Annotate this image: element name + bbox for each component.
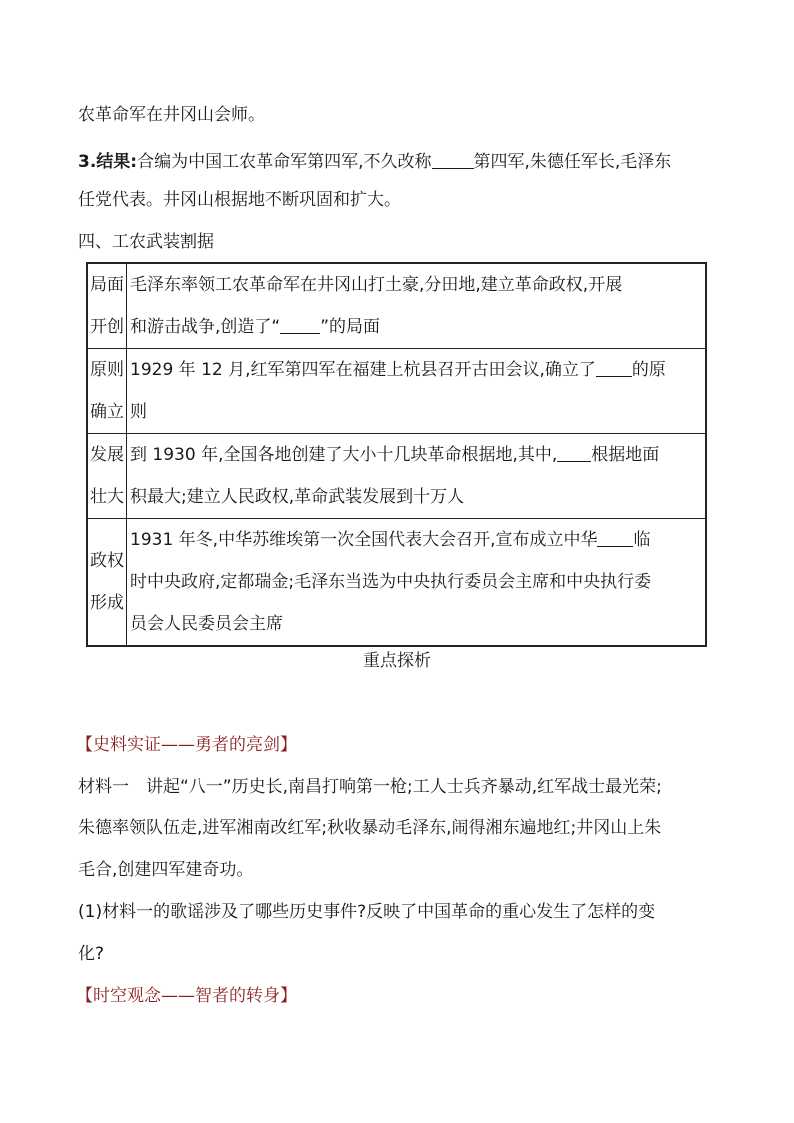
fill-blank[interactable]	[432, 151, 474, 169]
row-key-line: 政权	[90, 551, 124, 571]
row-key	[87, 519, 127, 647]
table-row	[87, 434, 706, 519]
row-value	[127, 349, 707, 434]
row-value-line: 则	[130, 402, 147, 422]
row-key-line: 确立	[90, 402, 124, 422]
fill-blank[interactable]	[280, 316, 320, 334]
row-text: 根据地面	[591, 445, 660, 465]
row-key-line: 发展	[90, 445, 124, 465]
row-key-line: 开创	[90, 317, 124, 337]
result-text-a: 合编为中国工农革命军第四军,不久改称	[137, 152, 432, 172]
result-text-b: 第四军,朱德任军长,毛泽东	[473, 152, 672, 172]
question-line: (1)材料一的歌谣涉及了哪些历史事件?反映了中国革命的重心发生了怎样的变	[78, 902, 656, 922]
row-value	[127, 434, 707, 519]
row-value-line	[130, 519, 705, 561]
row-key-line: 壮大	[90, 487, 124, 507]
row-value-line	[130, 434, 705, 476]
result-line-2: 任党代表。井冈山根据地不断巩固和扩大。	[78, 190, 401, 210]
row-key-line: 形成	[90, 593, 124, 613]
row-value	[127, 263, 707, 349]
material-line: 毛合,创建四军建奇功。	[78, 860, 254, 880]
row-text: 的原	[631, 360, 666, 380]
intro-line-1: 农革命军在井冈山会师。	[78, 105, 265, 125]
spacetime-heading: 【时空观念——智者的转身】	[76, 986, 297, 1006]
row-text: 和游击战争,创造了“	[130, 317, 281, 337]
row-value-line	[130, 306, 705, 348]
row-value-line	[130, 349, 705, 391]
row-key	[87, 263, 127, 349]
material-line: 朱德率领队伍走,进军湘南改红军;秋收暴动毛泽东,闹得湘东遍地红;井冈山上朱	[78, 818, 662, 838]
row-key-line: 原则	[90, 360, 124, 380]
row-text: 到 1930 年,全国各地创建了大小十几块革命根据地,其中,	[130, 445, 558, 465]
section-heading: 四、工农武装割据	[78, 232, 214, 252]
question-line: 化?	[78, 944, 105, 964]
result-label: 3.结果:	[78, 152, 138, 172]
fill-blank[interactable]	[597, 529, 633, 547]
content-table	[86, 262, 707, 647]
fill-blank[interactable]	[596, 359, 632, 377]
focus-title: 重点探析	[363, 651, 431, 671]
row-text: ”的局面	[320, 317, 381, 337]
row-key	[87, 434, 127, 519]
row-value-line: 员会人民委员会主席	[130, 614, 283, 634]
row-text: 临	[633, 530, 651, 550]
evidence-heading: 【史料实证——勇者的亮剑】	[76, 735, 297, 755]
table-row	[87, 519, 706, 647]
fill-blank[interactable]	[557, 444, 591, 462]
row-key-line: 局面	[90, 275, 124, 295]
row-text: 1929 年 12 月,红军第四军在福建上杭县召开古田会议,确立了	[130, 360, 596, 380]
row-text: 1931 年冬,中华苏维埃第一次全国代表大会召开,宣布成立中华	[130, 530, 598, 550]
row-value-line: 时中央政府,定都瑞金;毛泽东当选为中央执行委员会主席和中央执行委	[130, 572, 652, 592]
row-value-line: 毛泽东率领工农革命军在井冈山打土豪,分田地,建立革命政权,开展	[130, 275, 623, 295]
row-value	[127, 519, 707, 647]
result-line	[78, 151, 671, 171]
table-row	[87, 263, 706, 349]
row-value-line: 积最大;建立人民政权,革命武装发展到十万人	[130, 487, 465, 507]
material-line: 材料一 讲起“八一”历史长,南昌打响第一枪;工人士兵齐暴动,红军战士最光荣;	[78, 777, 662, 797]
table-row	[87, 349, 706, 434]
row-key	[87, 349, 127, 434]
